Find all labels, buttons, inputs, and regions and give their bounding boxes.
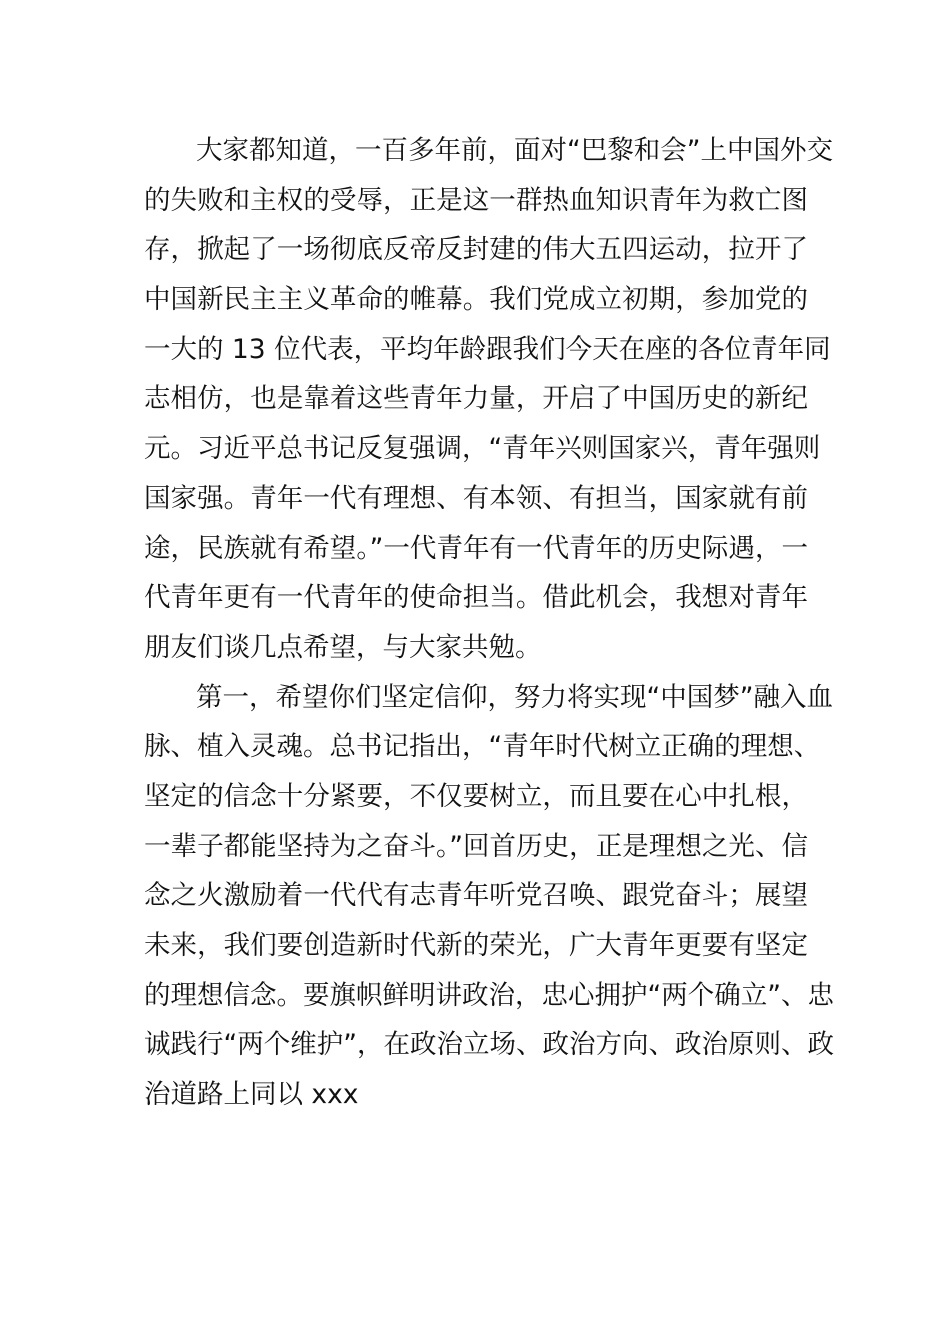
text-line: 大家都知道，一百多年前，面对“巴黎和会”上中国外交 <box>196 135 833 166</box>
text-line: 脉、植入灵魂。总书记指出，“青年时代树立正确的理想、 <box>144 731 821 763</box>
paragraph-2 <box>144 673 834 1120</box>
text-line: 念之火激励着一代代有志青年听党召唤、跟党奋斗；展望 <box>144 880 808 912</box>
text-line: 未来，我们要创造新时代新的荣光，广大青年更要有坚定 <box>144 930 808 961</box>
text-line: 志相仿，也是靠着这些青年力量，开启了中国历史的新纪 <box>144 383 808 415</box>
document-body <box>144 126 834 1120</box>
text-line: 一辈子都能坚持为之奋斗。”回首历史，正是理想之光、信 <box>144 830 808 862</box>
text-line: 的失败和主权的受辱，正是这一群热血知识青年为救亡图 <box>144 184 808 216</box>
text-line: 存，掀起了一场彻底反帝反封建的伟大五四运动，拉开了 <box>144 234 808 266</box>
text-line: 中国新民主主义革命的帷幕。我们党成立初期，参加党的 <box>144 284 808 316</box>
text-line: 的理想信念。要旗帜鲜明讲政治，忠心拥护“两个确立”、忠 <box>144 979 834 1011</box>
text-line: 途，民族就有希望。”一代青年有一代青年的历史际遇，一 <box>144 532 808 564</box>
text-line: 代青年更有一代青年的使命担当。借此机会，我想对青年 <box>144 582 808 614</box>
text-line: 朋友们谈几点希望，与大家共勉。 <box>144 631 542 663</box>
paragraph-1 <box>144 126 833 673</box>
text-line: 一大的 13 位代表，平均年龄跟我们今天在座的各位青年同 <box>144 333 831 365</box>
text-line: 国家强。青年一代有理想、有本领、有担当，国家就有前 <box>144 482 808 514</box>
text-line: 元。习近平总书记反复强调，“青年兴则国家兴，青年强则 <box>144 433 821 465</box>
text-line: 治道路上同以 xxx <box>144 1079 359 1111</box>
text-line: 诚践行“两个维护”，在政治立场、政治方向、政治原则、政 <box>144 1029 834 1061</box>
text-line: 坚定的信念十分紧要，不仅要树立，而且要在心中扎根， <box>144 780 808 812</box>
text-line: 第一，希望你们坚定信仰，努力将实现“中国梦”融入血 <box>196 681 833 713</box>
